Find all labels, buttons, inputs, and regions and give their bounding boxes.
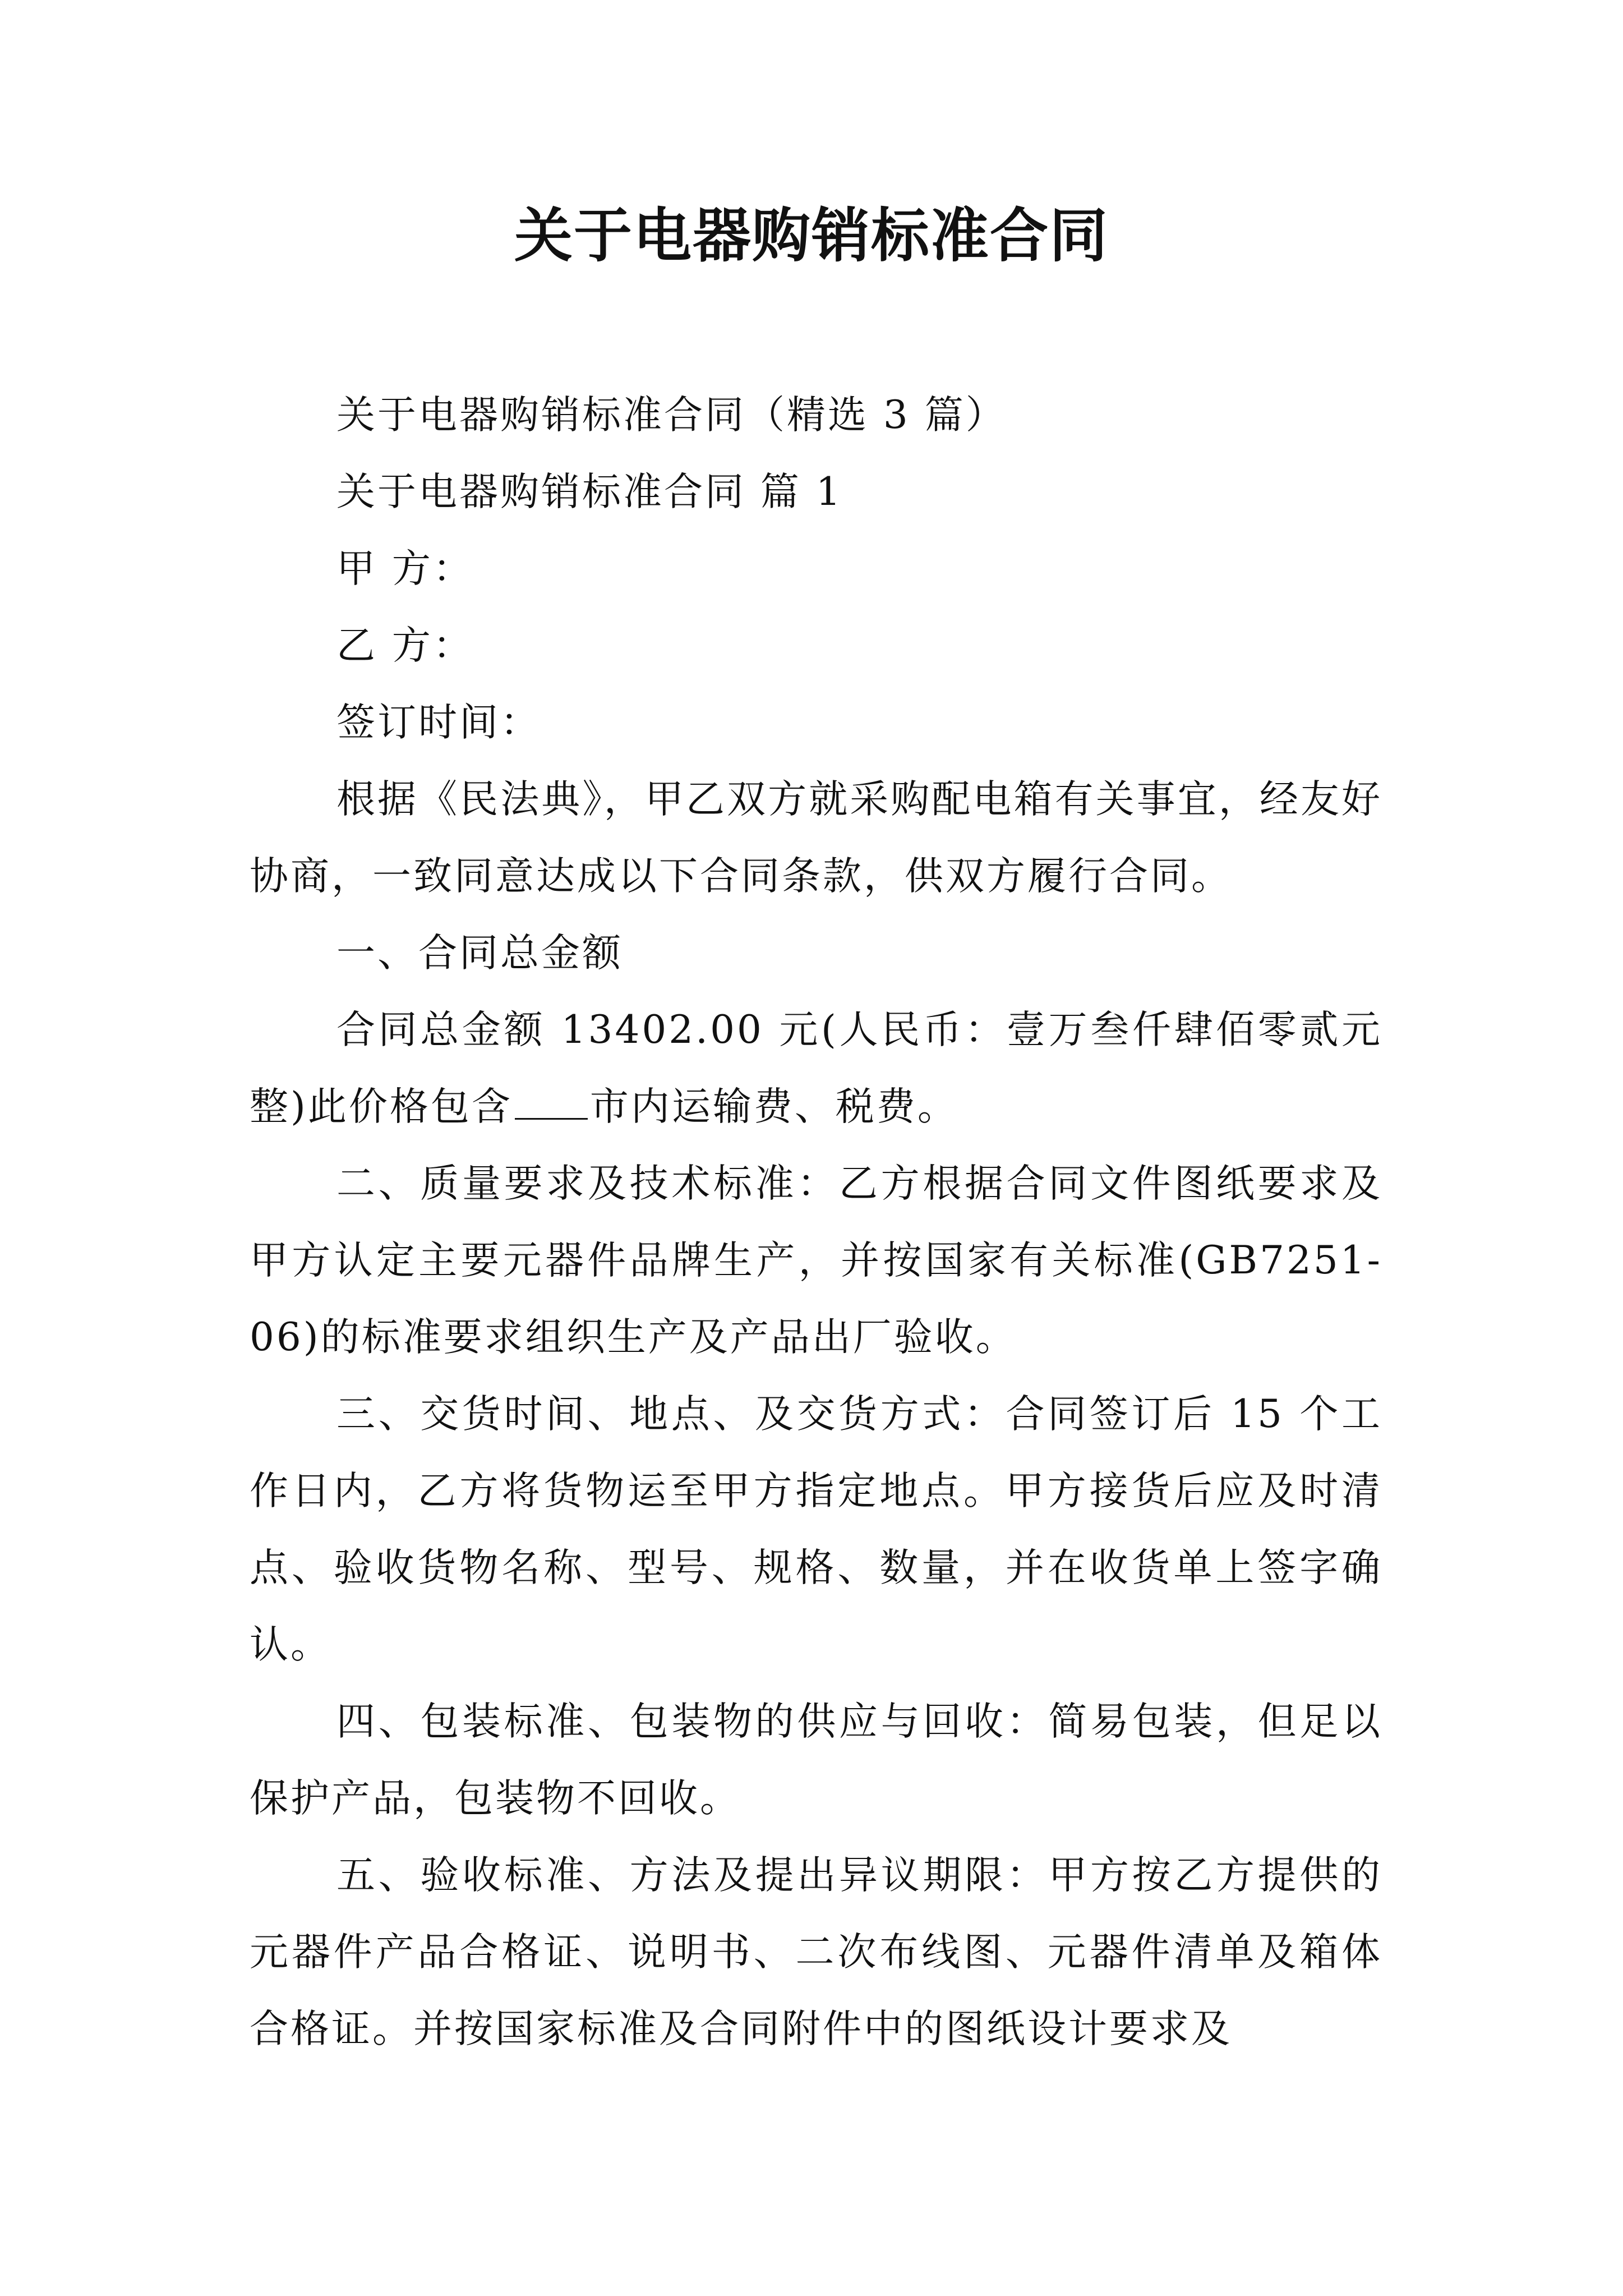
document-body	[250, 377, 1382, 2068]
party-a-label: 甲 方：	[336, 546, 474, 591]
document-subtitle: 关于电器购销标准合同（精选 3 篇）	[336, 393, 1007, 438]
clause-3-paragraph: 三、交货时间、地点、及交货方式：合同签订后 15 个工作日内，乙方将货物运至甲方指定地点。甲方接货后应及时清点、验收货物名称、型号、规格、数量，并在收货单上签字确认。	[250, 1392, 1382, 1667]
clause-1-paragraph	[250, 992, 1382, 1145]
party-b-label: 乙 方：	[336, 623, 474, 668]
section-heading: 关于电器购销标准合同 篇 1	[336, 470, 843, 514]
clause-1-text-after-blank: 市内运输费、税费。	[589, 1084, 958, 1129]
document-title: 关于电器购销标准合同	[514, 201, 1109, 270]
sign-time-label: 签订时间：	[336, 700, 541, 745]
clause-2-paragraph: 二、质量要求及技术标准：乙方根据合同文件图纸要求及甲方认定主要元器件品牌生产，并按国家有关标准(GB7251-06)的标准要求组织生产及产品出厂验收。	[250, 1161, 1382, 1360]
fill-in-blank	[515, 1084, 588, 1120]
clause-1-text-before-blank: 合同总金额 13402.00 元(人民币：壹万叁仟肆佰零贰元整)此价格包含	[250, 1007, 1382, 1129]
intro-paragraph: 根据《民法典》，甲乙双方就采购配电箱有关事宜，经友好协商，一致同意达成以下合同条款，供双方履行合同。	[250, 777, 1382, 899]
clause-1-heading: 一、合同总金额	[336, 931, 623, 976]
clause-4-paragraph: 四、包装标准、包装物的供应与回收：简易包装，但足以保护产品，包装物不回收。	[250, 1699, 1382, 1821]
clause-5-paragraph: 五、验收标准、方法及提出异议期限：甲方按乙方提供的元器件产品合格证、说明书、二次布线图、元器件清单及箱体合格证。并按国家标准及合同附件中的图纸设计要求及	[250, 1853, 1382, 2051]
